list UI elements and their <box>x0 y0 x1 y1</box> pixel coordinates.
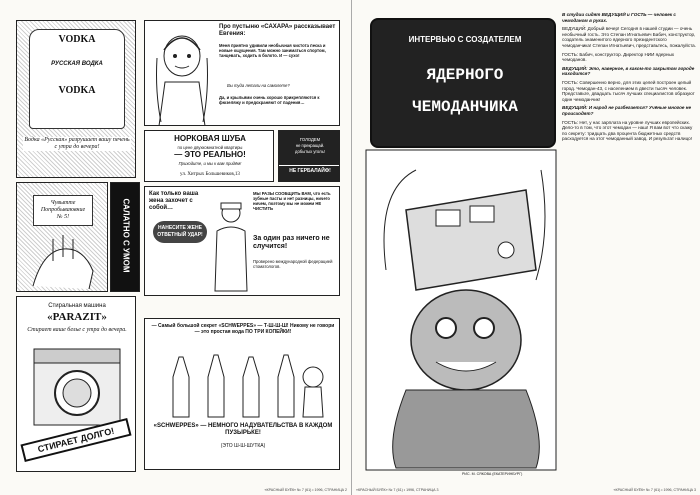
interview-para-2: ГОСТЬ: Бабич, конструктор. Директор НИИ ядерных чемоданов. <box>562 51 675 63</box>
norka-slogan: — ЭТО РЕАЛЬНО! <box>174 150 246 159</box>
golodem-line1: ГОЛОДЕМ <box>299 137 321 142</box>
interview-para-4: ГОСТЬ: Совершенно верно, для этих целей построен целый город. Чемодан-43, с населением в двести тысяч человек. Представьте, двадцать тысяч лучших специалистов образуют один чемоданчик! <box>562 79 695 102</box>
vodka-ad <box>16 20 136 178</box>
interview-para-1: ВЕДУЩИЙ: Добрый вечер! Сегодня в нашей студии — очень необычный гость. Это Степан Игнатьевич Бабич, конструктор, создатель знаменитого ядерного президентского чемоданчика! Степан Игнатьевич, представьтесь, пожалуйста. <box>562 26 696 48</box>
golodem-slogan: НЕ ГЕРБАЛАЙФ! <box>279 165 340 175</box>
vodka-label <box>29 29 125 129</box>
norka-invite: Приходите, и мы к вам придём! <box>178 161 242 166</box>
perfume-ad <box>16 182 108 292</box>
sahara-aside: Вы туда летали на самолете? <box>227 83 290 88</box>
dentist-small: Проверено международной федерацией стоматологов. <box>253 259 333 269</box>
sahara-title: Про пустыню «САХАРА» рассказывает Евгения: <box>219 24 336 37</box>
norka-address: ул. Хитрых Большевиков,13 <box>180 172 240 177</box>
vodka-slogan: Водка «Русская» разрушает вашу печень с утра до вечера! <box>24 137 130 150</box>
interview-para-5: ВЕДУЩИЙ: И народ не разбегается? Учёные многое не происходят? <box>562 105 692 116</box>
right-page <box>352 0 700 495</box>
washing-machine-illustration <box>32 347 122 427</box>
parazit-stamp: СТИРАЕТ ДОЛГО! <box>20 418 131 462</box>
norka-subtitle: по цене двухкомнатной квартиры <box>177 145 243 150</box>
vodka-brand-top: VODKA <box>58 34 96 45</box>
dentist-big: За один раз ничего не случится! <box>253 235 330 250</box>
norka-ad <box>144 130 274 182</box>
vodka-brand-bottom: VODKA <box>58 85 96 96</box>
schweppes-bottom: «SCHWEPPES» — НЕМНОГО НАДУВАТЕЛЬСТВА В КАЖДОМ ПУЗЫРЬКЕ! <box>153 423 333 436</box>
vertical-ad <box>110 182 140 292</box>
dentist-sticker: НАНЕСИТЕ ЖЕНЕ ОТВЕТНЫЙ УДАР! <box>153 221 207 243</box>
parazit-tagline: Стирает ваше белье с утра до вечера. <box>27 327 127 333</box>
interview-para-3: ВЕДУЩИЙ: Это, наверное, в каком-то закрытом городе находится? <box>562 65 695 77</box>
vodka-label-center: РУССКАЯ ВОДКА <box>51 61 103 67</box>
vertical-text: САЛАТНО С УМОМ <box>121 198 131 273</box>
norka-title: НОРКОВАЯ ШУБА <box>174 134 246 143</box>
interview-title-box <box>370 18 556 148</box>
parazit-headline: Стиральная машина <box>48 303 106 309</box>
bottles-illustration <box>153 347 333 417</box>
interview-para-6: ГОСТЬ: Нет, у нас зарплата на уровне лучших европейских. Дело-то в том, что этот чемодан — наш! Я вам вот что скажу по секрету: тридцать два процента бюджетных средств расходуется на этот чемоданный завод. И результат налицо! <box>562 119 693 142</box>
perfume-text: Чувытте Попробываювние № 5! <box>33 195 93 226</box>
dentist-ad <box>144 186 340 296</box>
sahara-ad <box>144 20 340 126</box>
dentist-quote: МЫ РАЗЫ СООБЩИТЬ ВАМ, что есть зубные пасты и нет разницы, ничего ничем, поэтому мы не можем НЕ ЧИСТИТЬ <box>253 191 331 211</box>
schweppes-ad <box>144 318 340 470</box>
scientist-illustration <box>366 150 556 470</box>
interview-lead: В студии сидят ВЕДУЩИЙ и ГОСТЬ — человек с чемоданом в руках. <box>562 12 676 23</box>
right-footer-right: «КРАСНЫЙ БУЁК» № 7 (61) • 1996, СТРАНИЦА 3 <box>613 488 696 492</box>
interview-title-top: ИНТЕРВЬЮ С СОЗДАТЕЛЕМ <box>408 35 522 44</box>
sahara-quote2: Да, и крыльями очень хорошо прикрепляются к фюзеляжу и предохраняют от падения… <box>219 95 320 105</box>
right-footer-left: «КРАСНЫЙ БУЁК» № 7 (61) • 1996, СТРАНИЦА 3 <box>356 488 439 492</box>
interview-title-line1: ЯДЕРНОГО <box>426 66 504 84</box>
hand-illustration <box>23 231 103 291</box>
schweppes-note: (ЭТО Ш-Ш-ШУТКА) <box>220 443 266 449</box>
woman-illustration <box>147 22 217 126</box>
dentist-question: Как только ваша жена захочет с собой… <box>149 191 199 211</box>
golodem-ad <box>278 130 340 182</box>
parazit-ad <box>16 296 136 472</box>
illustration-credit: РИС. М. СЯКОВА (ЕКАТЕРИНБУРГ) <box>462 472 523 476</box>
golodem-line3: добытых уголь! <box>295 149 325 154</box>
schweppes-top: — Самый большой секрет «SCHWEPPES» — Т-Ш-Ш-Ш! Никому не говори — это простая вода ПО ТРИ КОПЕЙКИ! <box>151 323 335 335</box>
sahara-quote1: Меня приятно удивили необычная чистота песка и новые ощущения. Там можно заниматься спортом, танцевать, ходить в болото. И — сухо! <box>219 43 326 58</box>
left-footer: «КРАСНЫЙ БУЁК» № 7 (61) • 1996, СТРАНИЦА 2 <box>264 488 347 492</box>
parazit-name: «PARAZIT» <box>47 311 107 323</box>
interview-title-line2: ЧЕМОДАНЧИКА <box>412 98 518 116</box>
interview-text-column <box>562 12 696 482</box>
doctor-illustration <box>211 201 251 291</box>
golodem-line2: не прекращай. <box>295 143 325 148</box>
